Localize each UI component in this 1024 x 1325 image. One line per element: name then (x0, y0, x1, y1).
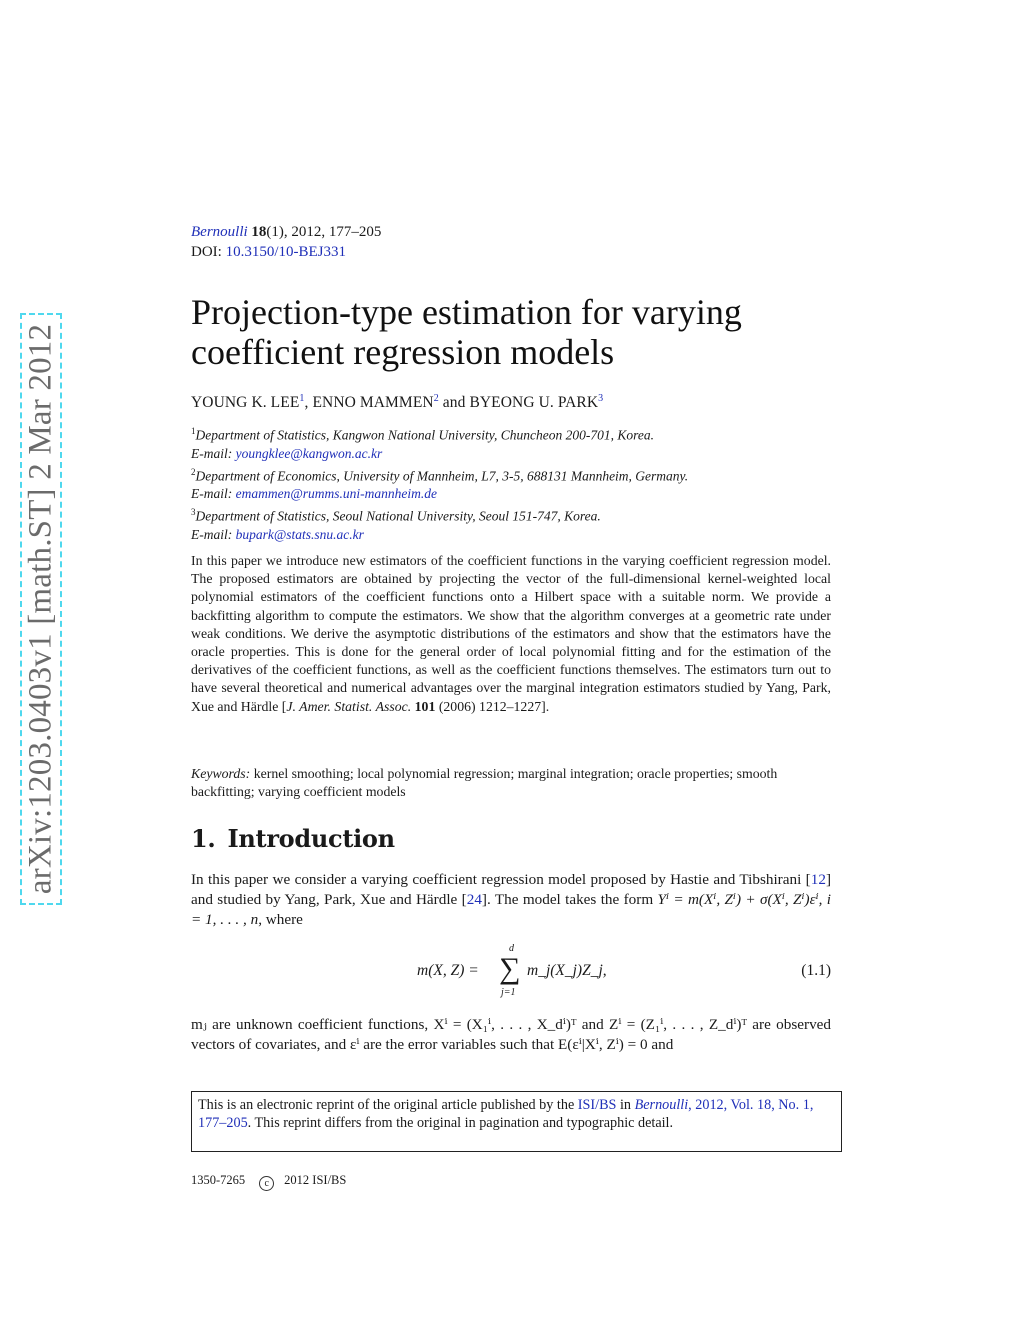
author-mark[interactable]: 3 (598, 393, 604, 404)
equation-body (417, 943, 617, 1003)
affil-dept: Department of Statistics, Seoul National University, Seoul 151-747, Korea. (195, 508, 601, 524)
author-name: YOUNG K. LEE (191, 394, 300, 412)
journal-name-link[interactable]: Bernoulli (191, 224, 248, 240)
publisher-link[interactable]: ISI/BS (577, 1097, 617, 1113)
email-link[interactable]: bupark@stats.snu.ac.kr (235, 526, 364, 542)
equation-lhs: m(X, Z) = (417, 962, 479, 979)
citation-link[interactable]: , 2012, Vol. 18, No. 1, 177–205 (198, 1097, 814, 1131)
affil-mark: 1 (191, 426, 196, 436)
author-name: BYEONG U. PARK (469, 394, 599, 412)
sum-symbol: ∑ (499, 952, 521, 985)
section-title: Introduction (227, 824, 395, 853)
doi-link[interactable]: 10.3150/10-BEJ331 (225, 244, 346, 260)
equation-rhs: m_j(X_j)Z_j, (527, 962, 607, 979)
keywords-label: Keywords: (191, 766, 251, 781)
keywords-text: kernel smoothing; local polynomial regression; marginal integration; oracle properties; smooth backfitting; varying coefficient models (191, 766, 778, 800)
journal-volume: 18 (251, 224, 267, 240)
copyright-icon: c (259, 1176, 274, 1191)
author-separator: , (304, 394, 313, 412)
author-mark[interactable]: 2 (433, 393, 439, 404)
sum-lower-limit: j=1 (501, 987, 516, 998)
abstract-cite-journal: J. Amer. Statist. Assoc. (286, 698, 412, 714)
copyright-text: 2012 ISI/BS (284, 1173, 347, 1187)
email-link[interactable]: emammen@rumms.uni-mannheim.de (235, 486, 438, 501)
equation-1-1 (191, 943, 831, 1003)
author-mark[interactable]: 1 (299, 393, 305, 404)
email-label: E-mail: (191, 486, 233, 501)
affiliations (191, 422, 841, 544)
affil-dept: Department of Economics, University of Mannheim, L7, 3-5, 688131 Mannheim, Germany. (195, 468, 689, 483)
email-label: E-mail: (191, 445, 233, 461)
arxiv-stamp-text: arXiv:1203.0403v1 [math.ST] 2 Mar 2012 (22, 323, 59, 895)
title-line-2: coefficient regression models (191, 332, 615, 372)
email-link[interactable]: youngklee@kangwon.ac.kr (235, 445, 383, 461)
abstract-text: In this paper we introduce new estimators of the coefficient functions in the varying coefficient regression model. The proposed estimators are obtained by projecting the vector of the full-dimensional kernel-weighted local polynomial estimators of the coefficient functions onto a Hilbert space with a suitable norm. We provide a backfitting algorithm to compute the estimators. We show that the algorithm converges at a geometric rate under weak conditions. We derive the asymptotic distributions of the estimators and show that the estimators have the oracle properties. This is done for the general order of local polynomial fitting and for the estimation of the derivatives of the coefficient functions, as well as the coefficient functions themselves. The estimators turn out to have several theoretical and numerical advantages over the marginal integration estimators studied by Yang, Park, Xue and Härdle [ (191, 553, 831, 714)
journal-issue: (1), 2012, 177–205 (266, 224, 382, 240)
affil-mark: 2 (191, 466, 196, 477)
affil-mark: 3 (191, 507, 196, 517)
paper-title (191, 292, 831, 372)
email-label: E-mail: (191, 526, 233, 542)
author-name: ENNO MAMMEN (312, 394, 434, 412)
section-heading (191, 824, 395, 853)
intro-text: ]. The model takes the form (481, 891, 658, 908)
intro-paragraph (191, 870, 831, 930)
intro-text: ] and studied by Yang, Park, Xue and Härdle [ (191, 871, 831, 908)
authors (191, 393, 603, 412)
equation-number: (1.1) (801, 962, 831, 979)
intro-text: , where (258, 911, 303, 928)
arxiv-stamp (20, 313, 62, 905)
abstract (191, 552, 831, 716)
reprint-text: . This reprint differs from the original in pagination and typographic detail. (247, 1115, 674, 1131)
footer (191, 1173, 346, 1191)
model-formula: Yⁱ = m(Xⁱ, Zⁱ) + σ(Xⁱ, Zⁱ)εⁱ, i = 1, . . . , n (191, 891, 832, 928)
reference-link[interactable]: 12 (810, 871, 826, 888)
reprint-notice (191, 1091, 842, 1152)
reference-link[interactable]: 24 (466, 891, 482, 908)
section-number: 1. (191, 824, 216, 853)
author-separator: and (438, 394, 470, 412)
doi-label: DOI: (191, 244, 222, 260)
reprint-text: in (616, 1097, 635, 1113)
intro-text: In this paper we consider a varying coefficient regression model proposed by Hastie and Tibshirani [ (191, 871, 811, 888)
issn: 1350-7265 (191, 1173, 246, 1187)
covariates-paragraph: mⱼ are unknown coefficient functions, Xⁱ = (X₁ⁱ, . . . , X_dⁱ)ᵀ and Zⁱ = (Z₁ⁱ, . . . , Z_dⁱ)ᵀ are observed vectors of covariates, and εⁱ are the error variables such that E(εⁱ|Xⁱ, Zⁱ) = 0 and (191, 1016, 831, 1053)
affil-dept: Department of Statistics, Kangwon National University, Chuncheon 200-701, Korea. (195, 427, 654, 443)
sum-upper-limit: d (509, 943, 514, 954)
keywords (191, 765, 831, 801)
title-line-1: Projection-type estimation for varying (191, 292, 742, 332)
journal-info (191, 222, 381, 262)
abstract-cite-rest: (2006) 1212–1227]. (438, 698, 550, 714)
journal-link[interactable]: Bernoulli (634, 1097, 689, 1113)
abstract-cite-volume: 101 (414, 698, 436, 714)
reprint-text: This is an electronic reprint of the original article published by the (198, 1097, 578, 1113)
